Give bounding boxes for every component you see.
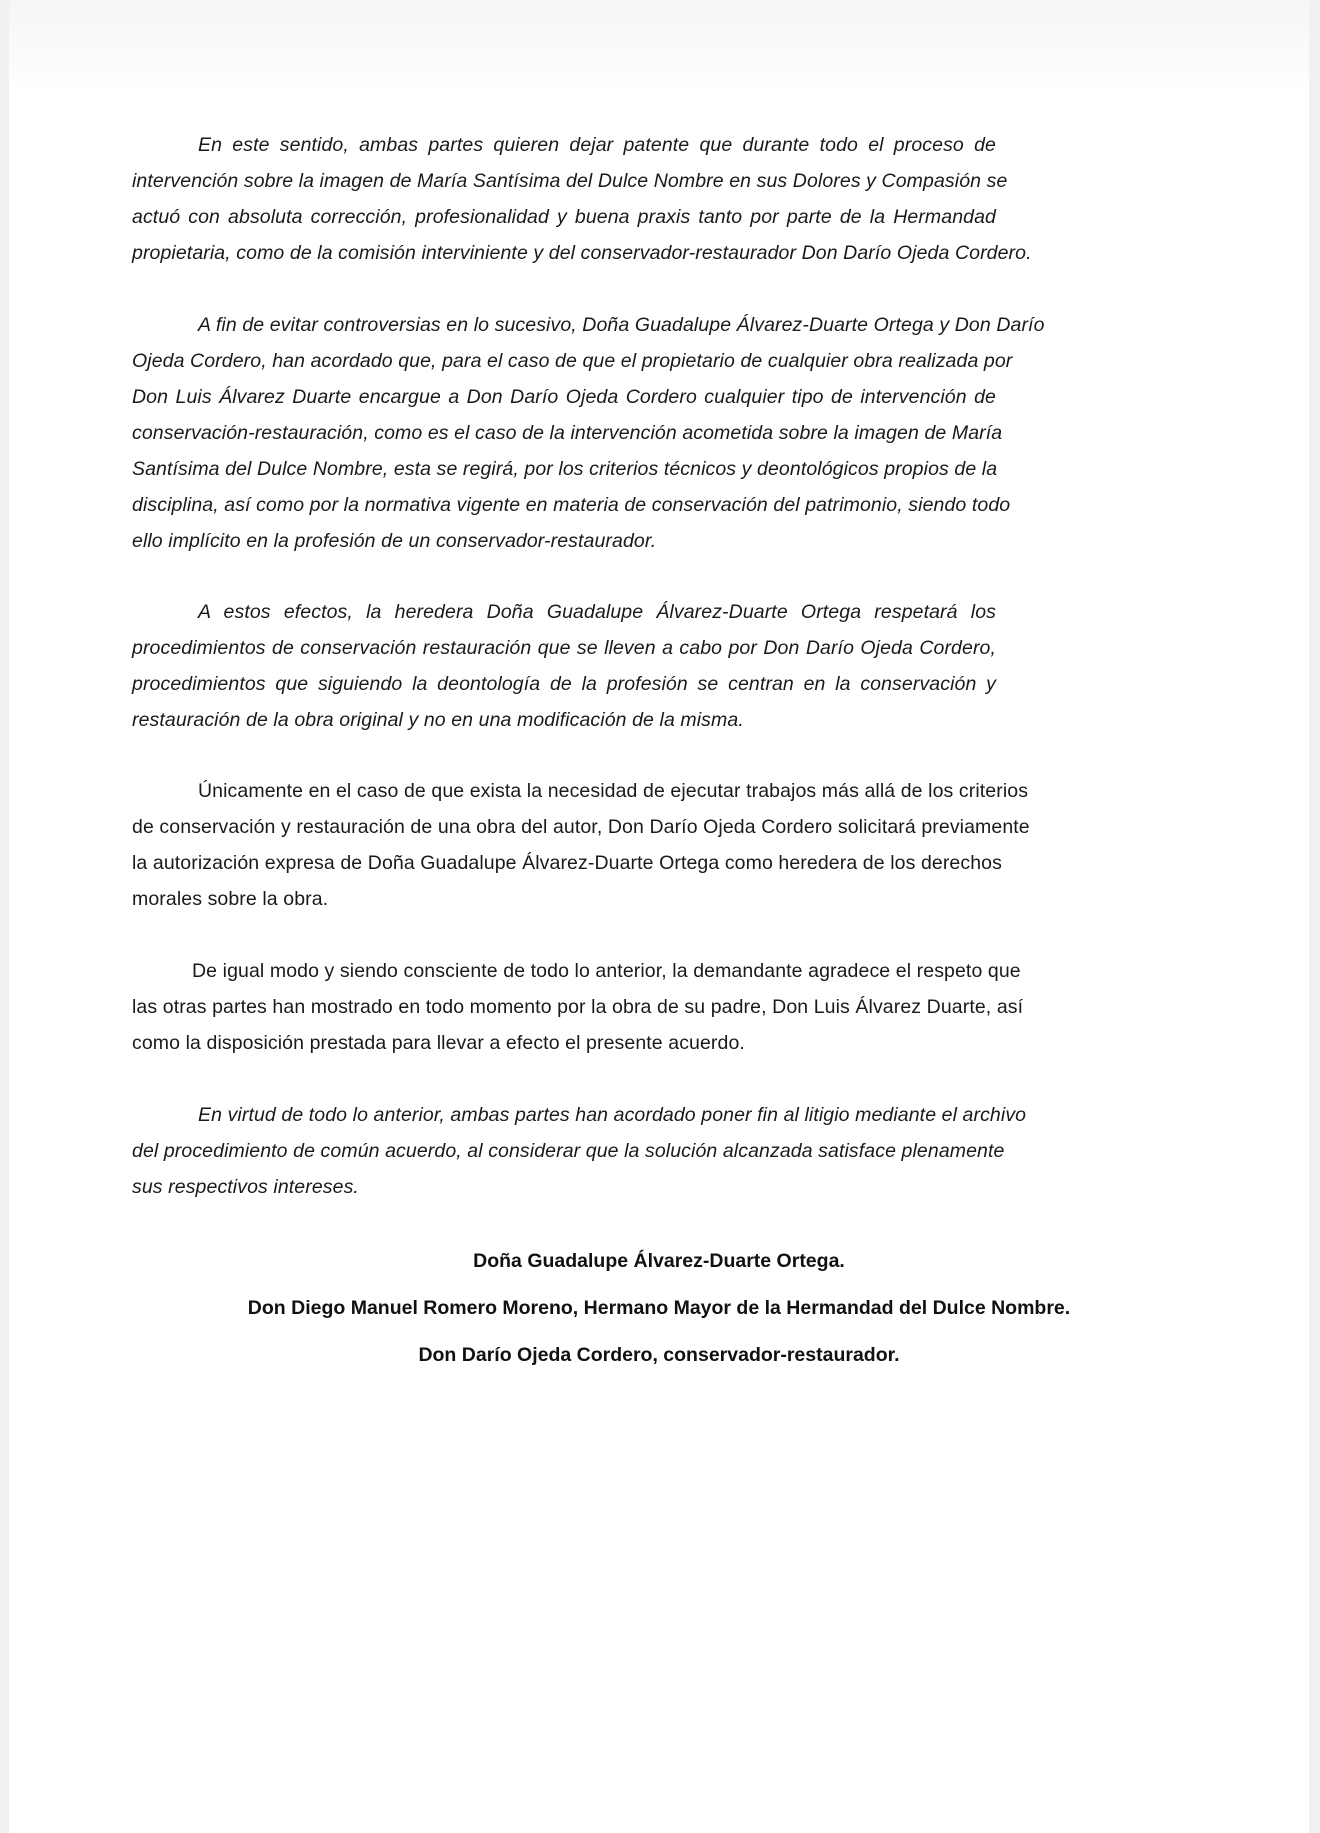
paragraph-line: como la disposición prestada para llevar a efecto el presente acuerdo. [132,1032,745,1054]
paragraph-line: A estos efectos, la heredera Doña Guadalupe Álvarez-Duarte Ortega respetará los [198,601,996,623]
paragraph-line: morales sobre la obra. [132,888,329,910]
paragraph-line: procedimientos que siguiendo la deontología de la profesión se centran en la conservación y [132,673,996,695]
paragraph-line: ello implícito en la profesión de un conservador-restaurador. [132,530,657,552]
paragraph-line: intervención sobre la imagen de María Santísima del Dulce Nombre en sus Dolores y Compasión se [132,170,1008,192]
paragraph-line: Ojeda Cordero, han acordado que, para el caso de que el propietario de cualquier obra realizada por [132,350,1013,372]
paragraph-line: A fin de evitar controversias en lo sucesivo, Doña Guadalupe Álvarez-Duarte Ortega y Don Darío [198,314,1045,336]
paragraph-line: del procedimiento de común acuerdo, al considerar que la solución alcanzada satisface plenamente [132,1140,1005,1162]
paragraph-line: propietaria, como de la comisión interviniente y del conservador-restaurador Don Darío Ojeda Cordero. [132,242,1032,264]
signature-guadalupe: Doña Guadalupe Álvarez-Duarte Ortega. [473,1250,845,1272]
paragraph-line: En virtud de todo lo anterior, ambas partes han acordado poner fin al litigio mediante el archivo [198,1104,1027,1126]
paragraph-line: disciplina, así como por la normativa vigente en materia de conservación del patrimonio, siendo todo [132,494,1011,516]
paragraph-line: Don Luis Álvarez Duarte encargue a Don Darío Ojeda Cordero cualquier tipo de intervención de [132,386,996,408]
paragraph-line: procedimientos de conservación restauración que se lleven a cabo por Don Darío Ojeda Cordero, [132,637,996,659]
page-top-shadow [9,0,1309,95]
paragraph-line: actuó con absoluta corrección, profesionalidad y buena praxis tanto por parte de la Hermandad [132,206,996,228]
signature-dario: Don Darío Ojeda Cordero, conservador-restaurador. [418,1344,900,1366]
paragraph-line: de conservación y restauración de una obra del autor, Don Darío Ojeda Cordero solicitará previamente [132,816,1030,838]
paragraph-line: la autorización expresa de Doña Guadalupe Álvarez-Duarte Ortega como heredera de los derechos [132,852,1002,874]
paragraph-line: sus respectivos intereses. [132,1176,359,1198]
paragraph-line: En este sentido, ambas partes quieren dejar patente que durante todo el proceso de [198,134,996,156]
paragraph-line: De igual modo y siendo consciente de todo lo anterior, la demandante agradece el respeto que [192,960,1021,982]
paragraph-line: restauración de la obra original y no en una modificación de la misma. [132,709,744,731]
document-page [9,0,1309,1833]
paragraph-line: Únicamente en el caso de que exista la necesidad de ejecutar trabajos más allá de los criterios [198,780,1029,802]
paragraph-line: Santísima del Dulce Nombre, esta se regirá, por los criterios técnicos y deontológicos propios de la [132,458,998,480]
signature-diego: Don Diego Manuel Romero Moreno, Hermano Mayor de la Hermandad del Dulce Nombre. [247,1297,1071,1319]
paragraph-line: conservación-restauración, como es el caso de la intervención acometida sobre la imagen de María [132,422,1003,444]
paragraph-line: las otras partes han mostrado en todo momento por la obra de su padre, Don Luis Álvarez Duarte, así [132,996,1024,1018]
